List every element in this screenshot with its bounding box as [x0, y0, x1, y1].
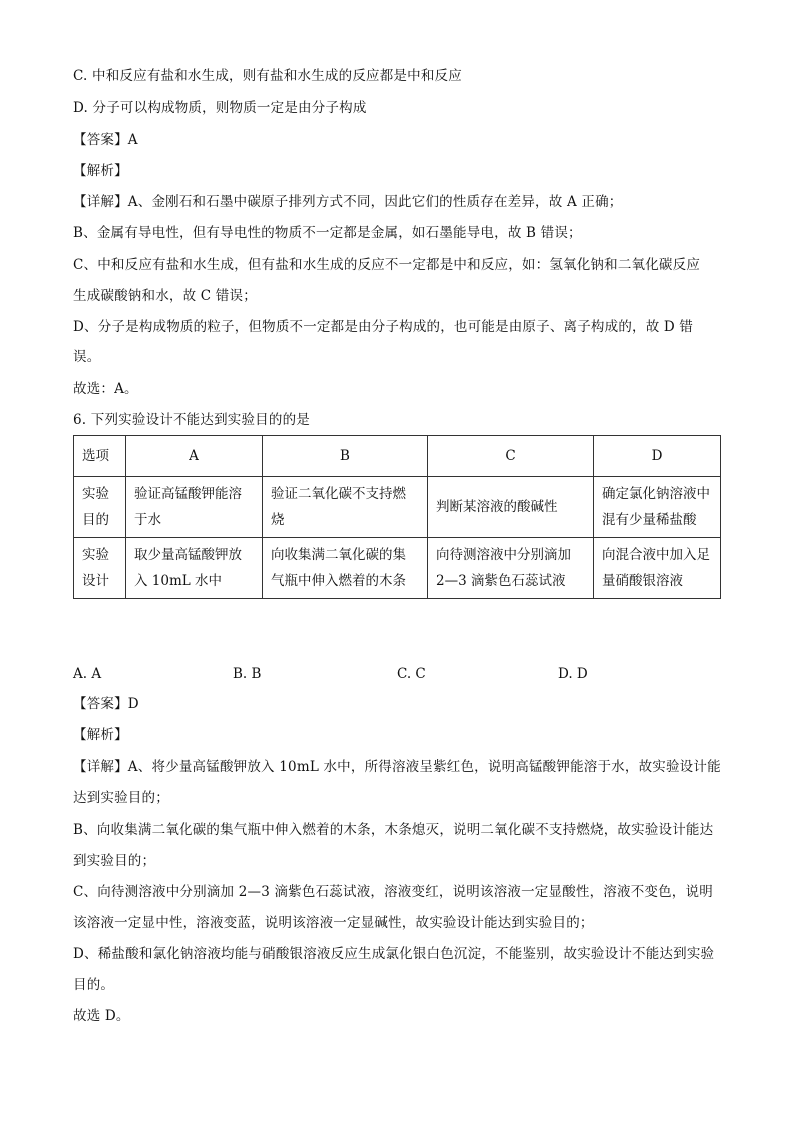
choice-a: A. A: [73, 666, 102, 682]
table-cell: 向待测溶液中分别滴加 2—3 滴紫色石蕊试液: [428, 538, 594, 599]
explanation-line: D、稀盐酸和氯化钠溶液均能与硝酸银溶液反应生成氯化银白色沉淀，不能鉴别，故实验设计不能达到实验: [73, 946, 715, 962]
explanation-line: 生成碳酸钠和水，故 C 错误；: [73, 288, 257, 304]
answer-label: 【答案】A: [73, 132, 138, 148]
table-cell: 实验 目的: [74, 477, 126, 538]
option-d-text: D. 分子可以构成物质，则物质一定是由分子构成: [73, 100, 367, 116]
explanation-line: 该溶液一定显中性，溶液变蓝，说明该溶液一定显碱性，故实验设计能达到实验目的；: [73, 915, 594, 931]
table-cell: 取少量高锰酸钾放 入 10mL 水中: [126, 538, 263, 599]
choice-b: B. B: [233, 666, 262, 682]
table-row: [74, 538, 721, 599]
explanation-line: C、中和反应有盐和水生成，但有盐和水生成的反应不一定都是中和反应，如：氢氧化钠和二氧化碳反应: [73, 257, 701, 273]
table-cell: 判断某溶液的酸碱性: [428, 477, 594, 538]
answer-label: 【答案】D: [73, 696, 139, 712]
explanation-line: 达到实验目的；: [73, 790, 169, 806]
table-row: [74, 477, 721, 538]
table-cell: 向混合液中加入足 量硝酸银溶液: [594, 538, 721, 599]
choice-c: C. C: [397, 666, 426, 682]
table-header-cell: 选项: [74, 436, 126, 477]
explanation-line: B、金属有导电性，但有导电性的物质不一定都是金属，如石墨能导电，故 B 错误；: [73, 225, 582, 241]
table-cell: 向收集满二氧化碳的集 气瓶中伸入燃着的木条: [263, 538, 428, 599]
explanation-line: 【详解】A、金刚石和石墨中碳原子排列方式不同，因此它们的性质存在差异，故 A 正确；: [73, 194, 623, 210]
conclusion-line: 故选 D。: [73, 1008, 130, 1024]
explanation-line: C、向待测溶液中分别滴加 2—3 滴紫色石蕊试液，溶液变红，说明该溶液一定显酸性，溶液不变色，说明: [73, 884, 713, 900]
explanation-line: D、分子是构成物质的粒子，但物质不一定都是由分子构成的，也可能是由原子、离子构成的，故 D 错: [73, 319, 694, 335]
table-header-cell: C: [428, 436, 594, 477]
table-cell: 确定氯化钠溶液中 混有少量稀盐酸: [594, 477, 721, 538]
table-cell: 验证二氧化碳不支持燃 烧: [263, 477, 428, 538]
explanation-line: B、向收集满二氧化碳的集气瓶中伸入燃着的木条，木条熄灭，说明二氧化碳不支持燃烧，故实验设计能达: [73, 822, 714, 838]
table-cell: 验证高锰酸钾能溶 于水: [126, 477, 263, 538]
analysis-label: 【解析】: [73, 163, 128, 179]
table-header-cell: B: [263, 436, 428, 477]
analysis-label: 【解析】: [73, 727, 128, 743]
choice-d: D. D: [558, 666, 588, 682]
question-title: 6. 下列实验设计不能达到实验目的的是: [73, 412, 310, 428]
table-header-row: [74, 436, 721, 477]
table-cell: 实验 设计: [74, 538, 126, 599]
option-c-text: C. 中和反应有盐和水生成，则有盐和水生成的反应都是中和反应: [73, 68, 462, 84]
table-header-cell: A: [126, 436, 263, 477]
conclusion-line: 故选：A。: [73, 381, 138, 397]
explanation-line: 到实验目的；: [73, 853, 156, 869]
explanation-line: 误。: [73, 349, 101, 365]
explanation-line: 【详解】A、将少量高锰酸钾放入 10mL 水中，所得溶液呈紫红色，说明高锰酸钾能溶于水，故实验设计能: [73, 759, 721, 775]
experiment-table: [73, 435, 721, 599]
table-header-cell: D: [594, 436, 721, 477]
explanation-line: 目的。: [73, 977, 115, 993]
